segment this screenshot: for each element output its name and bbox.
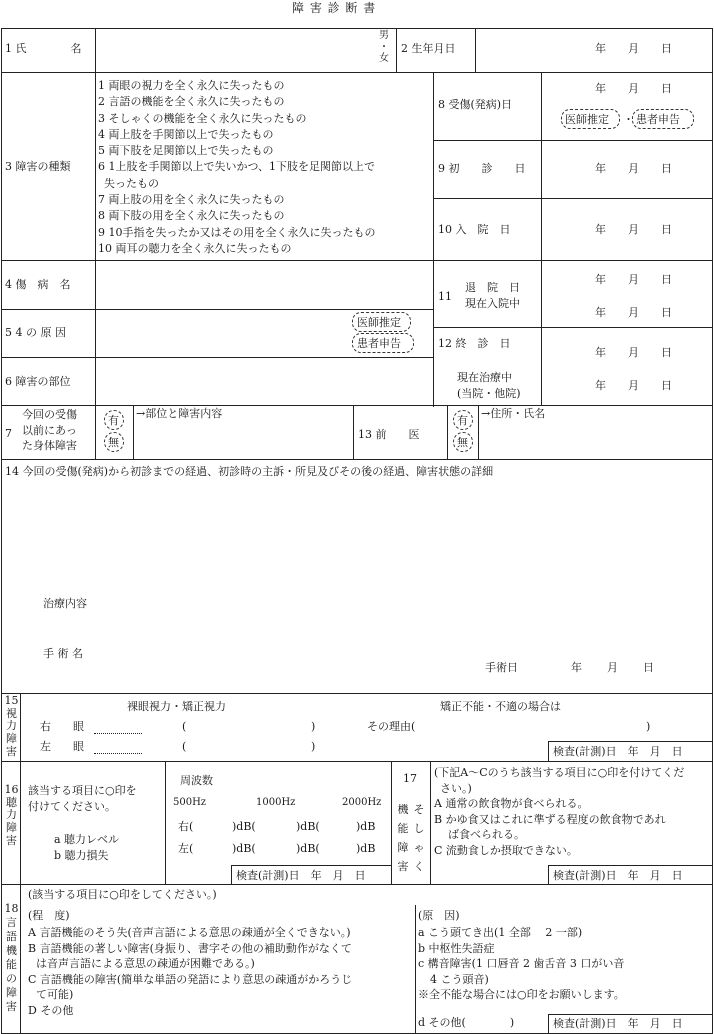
cause-doctor-estimate-oval <box>352 312 411 332</box>
chewing-option-b[interactable]: B かゆ食又はこれに準ずる程度の飲食物であれ <box>434 812 666 826</box>
list-item[interactable]: 2 言語の機能を全く永久に失ったもの <box>98 95 285 109</box>
speech-degree-label: (程 度) <box>28 909 70 922</box>
hearing-right-label: 右( <box>178 820 194 833</box>
inpatient-date-value[interactable]: 年 月 日 <box>595 306 672 319</box>
hearing-right-db3[interactable]: )dB <box>356 820 376 833</box>
speech-side-num: 18 <box>4 902 19 915</box>
hearing-side-char: 害 <box>6 833 17 847</box>
hearing-side-char: 力 <box>6 808 17 822</box>
prior-disability-line: た身体障害 <box>22 439 77 452</box>
admission-value[interactable]: 年 月 日 <box>595 223 672 236</box>
cause-patient-report-oval <box>352 333 414 353</box>
speech-degree-d[interactable]: D その他 <box>28 1003 74 1017</box>
sex-male[interactable]: 男 <box>379 30 389 41</box>
birthdate-value[interactable]: 年 月 日 <box>595 42 672 55</box>
sex-dot: ・ <box>379 41 389 53</box>
surgery-date-label: 手術日 <box>485 661 518 674</box>
vision-side-char: 視 <box>6 706 17 720</box>
hearing-side-char: 障 <box>6 820 17 834</box>
vision-left-open: ( <box>182 740 187 753</box>
hearing-side-char: 聴 <box>6 795 17 809</box>
speech-degree-a[interactable]: A 言語機能のそう失(音声言語による意思の疎通が全くできない。) <box>28 926 351 939</box>
vision-unfit-label: 矯正不能・不適の場合は <box>440 700 561 713</box>
discharge-num: 11 <box>438 290 452 303</box>
cause-label: 5 4 の 原 因 <box>5 326 66 339</box>
previous-doctor-yes[interactable]: 有 <box>457 414 468 427</box>
vision-right-close: ) <box>311 720 316 733</box>
injury-doctor-estimate-oval <box>561 109 620 129</box>
treatment-label: 治療内容 <box>43 597 87 610</box>
injury-date-value[interactable]: 年 月 日 <box>595 82 672 95</box>
speech-exam-date[interactable]: 検査(計測)日 年 月 日 <box>553 1017 683 1030</box>
name-label: 1 氏 名 <box>5 42 82 55</box>
speech-cause-list[interactable] <box>418 925 625 1003</box>
chewing-side-char: ゃ <box>413 841 425 854</box>
speech-side-char: 障 <box>6 986 17 999</box>
cause-doctor-estimate[interactable]: 医師推定 <box>357 316 401 329</box>
list-item[interactable]: 失ったもの <box>104 176 159 190</box>
prior-disability-no-oval <box>104 432 124 452</box>
chewing-side-char: く <box>413 860 425 873</box>
vision-reason-label: その理由( <box>367 720 416 733</box>
surgery-name-label: 手 術 名 <box>43 647 83 660</box>
frequency-label: 周波数 <box>180 774 213 787</box>
chewing-option-c[interactable]: C 流動食しか摂取できない。 <box>434 843 578 857</box>
prior-disability-note: →部位と障害内容 <box>136 407 223 420</box>
speech-degree-c-cont[interactable]: て可能) <box>36 988 74 1002</box>
speech-side-char: 機 <box>6 944 17 957</box>
speech-cause-c[interactable]: c 構音障害(1 口唇音 2 歯舌音 3 口がい音 <box>418 957 625 971</box>
speech-side-char: 言 <box>6 916 17 929</box>
chewing-options[interactable] <box>434 765 684 859</box>
sex-female[interactable]: 女 <box>379 53 389 64</box>
chewing-option-a[interactable]: A 通常の飲食物が食べられる。 <box>434 797 589 811</box>
previous-doctor-yes-oval <box>453 410 473 430</box>
hearing-exam-date[interactable]: 検査(計測)日 年 月 日 <box>236 869 366 882</box>
vision-left-label: 左 眼 <box>40 740 84 753</box>
hearing-left-db2[interactable]: )dB( <box>296 842 320 855</box>
list-item[interactable]: 7 両上肢の用を全く永久に失ったもの <box>98 193 285 207</box>
vision-right-open: ( <box>182 720 187 733</box>
vision-reason-close: ) <box>646 720 651 733</box>
previous-doctor-no-oval <box>453 432 473 452</box>
chewing-side-char: し <box>413 822 425 835</box>
list-item[interactable]: 10 両耳の聴力を全く永久に失ったもの <box>98 241 292 255</box>
first-visit-value[interactable]: 年 月 日 <box>595 162 672 175</box>
vision-side-num: 15 <box>4 694 19 707</box>
chewing-side-char: 障 <box>397 841 409 854</box>
hearing-left-label: 左( <box>178 842 194 855</box>
hearing-left-db3[interactable]: )dB <box>356 842 376 855</box>
prior-disability-label <box>22 407 77 454</box>
speech-side-label <box>3 902 20 1014</box>
last-visit-value[interactable]: 年 月 日 <box>595 346 672 359</box>
chewing-option-b-cont[interactable]: ば食べられる。 <box>448 828 525 842</box>
list-item[interactable]: 8 両下肢の用を全く永久に失ったもの <box>98 209 285 223</box>
injury-date-label: 8 受傷(発病)日 <box>438 98 513 111</box>
hearing-side-label <box>3 784 20 847</box>
prior-disability-yes[interactable]: 有 <box>108 414 119 427</box>
hearing-left-db1[interactable]: )dB( <box>232 842 256 855</box>
prior-disability-line: 以前にあっ <box>22 423 77 437</box>
current-treatment-label: 現在治療中 <box>457 371 512 384</box>
speech-degree-list[interactable] <box>28 925 352 1019</box>
list-item[interactable]: 5 両下肢を足関節以上で失ったもの <box>98 144 274 158</box>
speech-instruction: (該当する項目に○印をしてください。) <box>28 888 217 901</box>
list-item[interactable]: 4 両上肢を手関節以上で失ったもの <box>98 127 274 141</box>
sex-selector[interactable] <box>379 30 389 65</box>
discharge-date-value[interactable]: 年 月 日 <box>595 273 672 286</box>
vision-side-char: 障 <box>6 731 17 745</box>
previous-doctor-note: →住所・氏名 <box>481 407 546 420</box>
prior-disability-yes-oval <box>104 410 124 430</box>
speech-side-char: の <box>6 972 17 985</box>
chewing-side-char: そ <box>413 803 425 816</box>
chewing-line: (下記A～Cのうち該当する項目に○印を付けてくだ <box>434 766 685 779</box>
disability-type-label: 3 障害の種類 <box>5 160 71 173</box>
speech-cause-c-cont[interactable]: 4 こう頭音) <box>430 972 489 986</box>
prior-disability-line: 今回の受傷 <box>22 408 77 421</box>
chewing-line: さい。) <box>440 781 472 795</box>
disability-type-list[interactable] <box>98 78 430 257</box>
hearing-instruction-1: 該当する項目に○印を <box>28 784 137 797</box>
birthdate-label: 2 生年月日 <box>401 42 456 55</box>
injury-site-label: 6 障害の部位 <box>5 375 71 388</box>
list-item[interactable]: 3 そしゃくの機能を全く永久に失ったもの <box>98 111 307 125</box>
prior-disability-no[interactable]: 無 <box>108 436 119 449</box>
first-visit-label: 9 初 診 日 <box>438 162 526 175</box>
vision-right-label: 右 眼 <box>40 720 84 733</box>
freq-500: 500Hz <box>173 797 207 808</box>
vision-right-leader <box>94 733 142 734</box>
list-item[interactable]: 1 両眼の視力を全く永久に失ったもの <box>98 79 285 92</box>
hearing-instruction-2: 付けてください。 <box>28 800 116 813</box>
disease-name-label: 4 傷 病 名 <box>5 278 71 291</box>
freq-2000: 2000Hz <box>342 797 382 808</box>
injury-patient-report-oval <box>632 109 694 129</box>
vision-left-close: ) <box>311 740 316 753</box>
surgery-date-value[interactable]: 年 月 日 <box>571 661 655 674</box>
current-treatment-hospital[interactable]: (当院・他院) <box>457 387 521 400</box>
list-item[interactable]: 9 10手指を失ったか又はその用を全く永久に失ったもの <box>98 225 376 239</box>
chewing-side-char: 能 <box>397 822 409 835</box>
vision-side-label <box>3 695 20 758</box>
vision-corrected-label: 裸眼視力・矯正視力 <box>127 700 226 713</box>
vision-left-leader <box>94 753 142 754</box>
speech-side-char: 語 <box>6 930 17 943</box>
cause-patient-report[interactable]: 患者申告 <box>357 337 401 350</box>
chewing-exam-date[interactable]: 検査(計測)日 年 月 日 <box>553 869 683 882</box>
hearing-option-b[interactable]: b 聴力損失 <box>54 849 109 862</box>
speech-cause-b[interactable]: b 中枢性失語症 <box>418 941 495 955</box>
injury-patient-report[interactable]: 患者申告 <box>636 113 680 126</box>
hearing-right-db1[interactable]: )dB( <box>232 820 256 833</box>
last-visit-label: 12 終 診 日 <box>438 337 511 350</box>
chewing-side-col2 <box>411 800 427 876</box>
current-treatment-date-value[interactable]: 年 月 日 <box>595 379 672 392</box>
chewing-side-char: 害 <box>397 860 409 873</box>
chewing-side-col1 <box>395 800 411 876</box>
previous-doctor-no[interactable]: 無 <box>457 436 468 449</box>
vision-exam-date[interactable]: 検査(計測)日 年 月 日 <box>553 745 683 758</box>
list-item[interactable]: 6 1上肢を手関節以上で失いかつ、1下肢を足関節以上で <box>98 160 376 174</box>
speech-cause-a[interactable]: a こう頭てき出(1 全部 2 一部) <box>418 926 583 939</box>
speech-side-char: 能 <box>6 958 17 971</box>
speech-degree-c[interactable]: C 言語機能の障害(簡単な単語の発語により意思の疎通がかろうじ <box>28 972 353 986</box>
hearing-right-db2[interactable]: )dB( <box>296 820 320 833</box>
hearing-option-a[interactable]: a 聴力レベル <box>54 833 120 846</box>
course-details-label: 14 今回の受傷(発病)から初診までの経過、初診時の主訴・所見及びその後の経過、障害状態の詳細 <box>5 465 494 478</box>
chewing-side-char: 機 <box>397 803 409 816</box>
inpatient-label: 現在入院中 <box>465 297 520 310</box>
speech-degree-b-cont[interactable]: は音声言語による意思の疎通が困難である。) <box>36 957 255 971</box>
speech-cause-note: ※全不能な場合には○印をお願いします。 <box>418 988 625 1002</box>
vision-side-char: 力 <box>6 719 17 733</box>
page-title: 障 害 診 断 書 <box>292 1 377 15</box>
speech-side-char: 害 <box>6 1000 17 1013</box>
chewing-num: 17 <box>403 772 417 785</box>
previous-doctor-label: 13 前 医 <box>358 428 420 441</box>
injury-dot: ・ <box>623 113 634 126</box>
speech-cause-label: (原 因) <box>418 909 460 922</box>
speech-cause-other[interactable]: d その他( ) <box>418 1016 515 1029</box>
prior-disability-num: 7 <box>5 427 12 440</box>
freq-1000: 1000Hz <box>256 797 296 808</box>
hearing-side-num: 16 <box>4 783 19 796</box>
vision-side-char: 害 <box>6 744 17 758</box>
discharge-label: 退 院 日 <box>465 281 520 294</box>
injury-doctor-estimate[interactable]: 医師推定 <box>565 113 609 126</box>
admission-label: 10 入 院 日 <box>438 223 511 236</box>
speech-degree-b[interactable]: B 言語機能の著しい障害(身振り、書字その他の補助動作がなくて <box>28 941 352 955</box>
